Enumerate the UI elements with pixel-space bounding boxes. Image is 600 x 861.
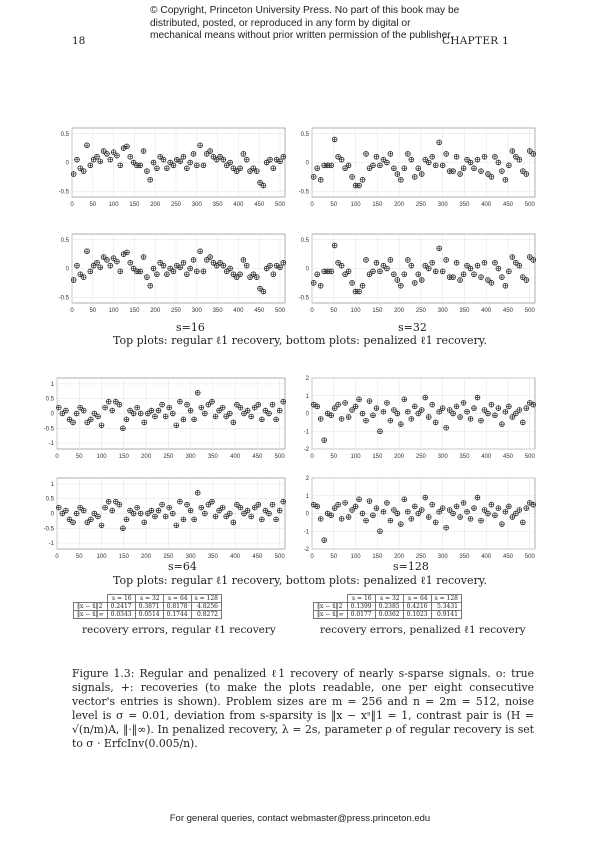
table-cell: 0.1023 bbox=[403, 611, 431, 619]
x-tick-label: 450 bbox=[502, 554, 514, 560]
y-tick-label: 0.5 bbox=[45, 496, 54, 503]
chapter-heading: CHAPTER 1 bbox=[442, 35, 510, 47]
table-header-cell: s = 128 bbox=[191, 595, 221, 603]
table-row bbox=[74, 611, 222, 619]
x-tick-label: 100 bbox=[350, 454, 361, 460]
y-tick-label: 2 bbox=[305, 376, 309, 382]
x-tick-label: 50 bbox=[89, 202, 97, 208]
label-s128: s=128 bbox=[393, 560, 429, 573]
x-tick-label: 500 bbox=[524, 554, 535, 560]
x-tick-label: 0 bbox=[55, 454, 59, 460]
y-tick-label: 1 bbox=[305, 493, 309, 500]
y-tick-label: 0 bbox=[305, 160, 309, 167]
x-tick-label: 300 bbox=[437, 308, 448, 314]
table-row bbox=[74, 603, 222, 611]
table-caption-regular: recovery errors, regular ℓ1 recovery bbox=[82, 624, 276, 636]
table-cell: 0.8178 bbox=[163, 603, 191, 611]
x-tick-label: 500 bbox=[275, 202, 286, 208]
label-s64: s=64 bbox=[168, 560, 197, 573]
x-tick-label: 50 bbox=[330, 554, 338, 560]
x-tick-label: 250 bbox=[163, 454, 174, 460]
x-tick-label: 200 bbox=[394, 454, 405, 460]
x-tick-label: 200 bbox=[394, 554, 405, 560]
x-tick-label: 400 bbox=[481, 454, 492, 460]
x-tick-label: 500 bbox=[275, 308, 286, 314]
x-tick-label: 200 bbox=[141, 554, 152, 560]
x-tick-label: 50 bbox=[330, 202, 338, 208]
x-tick-label: 150 bbox=[129, 308, 140, 314]
y-tick-label: 1 bbox=[50, 381, 54, 388]
table-header-cell: s = 32 bbox=[375, 595, 403, 603]
table-cell: 0.8272 bbox=[191, 611, 221, 619]
x-tick-label: 400 bbox=[481, 308, 492, 314]
x-tick-label: 350 bbox=[207, 454, 218, 460]
x-tick-label: 350 bbox=[212, 202, 223, 208]
x-tick-label: 300 bbox=[437, 454, 448, 460]
x-tick-label: 400 bbox=[233, 202, 244, 208]
x-tick-label: 500 bbox=[524, 308, 535, 314]
x-tick-label: 0 bbox=[70, 202, 74, 208]
table-header-cell: s = 64 bbox=[403, 595, 431, 603]
x-tick-label: 500 bbox=[524, 202, 535, 208]
x-tick-label: 100 bbox=[96, 554, 107, 560]
x-tick-label: 450 bbox=[252, 554, 263, 560]
x-tick-label: 100 bbox=[350, 308, 361, 314]
x-tick-label: 0 bbox=[310, 308, 314, 314]
x-tick-label: 150 bbox=[372, 554, 383, 560]
y-tick-label: -0.5 bbox=[58, 189, 69, 196]
x-tick-label: 100 bbox=[350, 202, 361, 208]
y-tick-label: 0 bbox=[305, 266, 309, 273]
x-tick-label: 500 bbox=[524, 454, 535, 460]
x-tick-label: 200 bbox=[150, 308, 161, 314]
table-cell: 0.2417 bbox=[107, 603, 135, 611]
x-tick-label: 100 bbox=[108, 202, 119, 208]
y-tick-label: -2 bbox=[303, 547, 309, 553]
x-tick-label: 250 bbox=[415, 454, 426, 460]
y-tick-label: -1 bbox=[48, 441, 54, 448]
x-tick-label: 350 bbox=[459, 554, 470, 560]
x-tick-label: 150 bbox=[372, 454, 383, 460]
x-tick-label: 150 bbox=[118, 454, 129, 460]
label-s32: s=32 bbox=[398, 321, 427, 334]
x-tick-label: 450 bbox=[502, 308, 514, 314]
table-header-row bbox=[74, 595, 222, 603]
y-tick-label: -1 bbox=[303, 429, 309, 436]
x-tick-label: 400 bbox=[230, 454, 241, 460]
x-tick-label: 400 bbox=[481, 554, 492, 560]
y-tick-label: -0.5 bbox=[43, 426, 54, 433]
plot-s128-regular bbox=[290, 372, 540, 469]
x-tick-label: 300 bbox=[191, 202, 202, 208]
row-label: ‖x − x̂‖∞ bbox=[314, 611, 348, 619]
plot-s128-penalized bbox=[290, 472, 540, 569]
y-tick-label: 0 bbox=[50, 411, 54, 418]
table-cell: 4.8256 bbox=[191, 603, 221, 611]
table-cell: 0.9141 bbox=[431, 611, 461, 619]
x-tick-label: 400 bbox=[481, 202, 492, 208]
y-tick-label: 0 bbox=[65, 266, 69, 273]
y-tick-label: 0.5 bbox=[60, 237, 69, 244]
row-label: ‖x − x̂‖2 bbox=[74, 603, 108, 611]
x-tick-label: 50 bbox=[75, 454, 83, 460]
table-cell: 0.0362 bbox=[375, 611, 403, 619]
table-caption-penalized: recovery errors, penalized ℓ1 recovery bbox=[320, 624, 526, 636]
x-tick-label: 0 bbox=[55, 554, 59, 560]
table-cell: 0.3871 bbox=[135, 603, 163, 611]
x-tick-label: 0 bbox=[310, 454, 314, 460]
row-label: ‖x − x̂‖∞ bbox=[74, 611, 108, 619]
x-tick-label: 300 bbox=[191, 308, 202, 314]
x-tick-label: 450 bbox=[502, 202, 514, 208]
figure-caption: Figure 1.3: Regular and penalized ℓ1 recovery of nearly s-sparse signals. o: true signals, +: recoveries (to make the plots readable, one per eight consecutive vector's entries is shown). Problem sizes are m = 256 and n = 2m = 512, noise level is σ = 0.01, deviation from s-sparsity is ‖x − xˢ‖1 = 1, contrast pair is (H = √(n/m)A, ‖·‖∞). In penalized recovery, λ = 2s, parameter ρ of regular recovery is set to σ · ErfcInv(0.005/n). bbox=[72, 667, 534, 750]
plot-s64-regular bbox=[35, 372, 290, 469]
x-tick-label: 300 bbox=[437, 554, 448, 560]
table-cell: 0.0177 bbox=[347, 611, 375, 619]
table-cell: 0.2385 bbox=[375, 603, 403, 611]
x-tick-label: 350 bbox=[207, 554, 218, 560]
y-tick-label: 0.5 bbox=[45, 396, 54, 403]
x-tick-label: 0 bbox=[310, 554, 314, 560]
y-tick-label: 0 bbox=[50, 511, 54, 518]
x-tick-label: 200 bbox=[141, 454, 152, 460]
table-row bbox=[314, 611, 462, 619]
y-tick-label: 2 bbox=[305, 476, 309, 482]
x-tick-label: 250 bbox=[163, 554, 174, 560]
y-tick-label: 0 bbox=[65, 160, 69, 167]
x-tick-label: 50 bbox=[75, 554, 83, 560]
table-cell: 0.0514 bbox=[135, 611, 163, 619]
x-tick-label: 50 bbox=[330, 454, 338, 460]
x-tick-label: 300 bbox=[185, 554, 196, 560]
x-tick-label: 150 bbox=[129, 202, 140, 208]
x-tick-label: 250 bbox=[415, 202, 426, 208]
x-tick-label: 500 bbox=[274, 454, 285, 460]
x-tick-label: 400 bbox=[230, 554, 241, 560]
x-tick-label: 400 bbox=[233, 308, 244, 314]
y-tick-label: 0.5 bbox=[60, 131, 69, 138]
x-tick-label: 450 bbox=[502, 454, 514, 460]
x-tick-label: 450 bbox=[252, 454, 263, 460]
x-tick-label: 500 bbox=[274, 554, 285, 560]
footer-contact: For general queries, contact webmaster@press.princeton.edu bbox=[169, 813, 431, 824]
x-tick-label: 350 bbox=[459, 308, 470, 314]
y-tick-label: 0 bbox=[305, 511, 309, 518]
x-tick-label: 100 bbox=[108, 308, 119, 314]
y-tick-label: 0 bbox=[305, 411, 309, 418]
table-cell: 0.1399 bbox=[347, 603, 375, 611]
x-tick-label: 200 bbox=[150, 202, 161, 208]
x-tick-label: 350 bbox=[459, 202, 470, 208]
x-tick-label: 250 bbox=[170, 202, 182, 208]
table-row bbox=[314, 603, 462, 611]
x-tick-label: 300 bbox=[437, 202, 448, 208]
x-tick-label: 150 bbox=[372, 308, 383, 314]
x-tick-label: 150 bbox=[118, 554, 129, 560]
plot-s16-penalized bbox=[50, 228, 290, 323]
x-tick-label: 250 bbox=[415, 308, 426, 314]
y-tick-label: 0.5 bbox=[300, 237, 309, 244]
x-tick-label: 50 bbox=[89, 308, 97, 314]
x-tick-label: 350 bbox=[212, 308, 223, 314]
plot-s32-penalized bbox=[290, 228, 540, 323]
plot-s16-regular bbox=[50, 122, 290, 217]
table-header-cell: s = 16 bbox=[107, 595, 135, 603]
table-header-cell: s = 32 bbox=[135, 595, 163, 603]
table-header-row bbox=[314, 595, 462, 603]
x-tick-label: 0 bbox=[70, 308, 74, 314]
table-cell: 0.0343 bbox=[107, 611, 135, 619]
table-header-cell: s = 128 bbox=[431, 595, 461, 603]
y-tick-label: -1 bbox=[303, 529, 309, 536]
y-tick-label: 1 bbox=[50, 481, 54, 488]
row-label: ‖x − x̂‖2 bbox=[314, 603, 348, 611]
x-tick-label: 50 bbox=[330, 308, 338, 314]
table-header-cell: s = 16 bbox=[347, 595, 375, 603]
y-tick-label: 0.5 bbox=[300, 131, 309, 138]
x-tick-label: 200 bbox=[394, 202, 405, 208]
subcaption-bottom: Top plots: regular ℓ1 recovery, bottom plots: penalized ℓ1 recovery. bbox=[113, 574, 487, 587]
x-tick-label: 0 bbox=[310, 202, 314, 208]
y-tick-label: 1 bbox=[305, 393, 309, 400]
x-tick-label: 250 bbox=[415, 554, 426, 560]
y-tick-label: -0.5 bbox=[43, 526, 54, 533]
x-tick-label: 100 bbox=[96, 454, 107, 460]
x-tick-label: 450 bbox=[254, 202, 265, 208]
table-cell: 0.1744 bbox=[163, 611, 191, 619]
y-tick-label: -0.5 bbox=[298, 295, 309, 302]
x-tick-label: 150 bbox=[372, 202, 383, 208]
table-header-cell: s = 64 bbox=[163, 595, 191, 603]
error-table-penalized bbox=[313, 594, 462, 619]
error-table-regular bbox=[73, 594, 222, 619]
table-cell: 5.3431 bbox=[431, 603, 461, 611]
table-cell: 0.4216 bbox=[403, 603, 431, 611]
label-s16: s=16 bbox=[176, 321, 205, 334]
x-tick-label: 350 bbox=[459, 454, 470, 460]
y-tick-label: -1 bbox=[48, 541, 54, 548]
y-tick-label: -0.5 bbox=[58, 295, 69, 302]
x-tick-label: 200 bbox=[394, 308, 405, 314]
table-corner bbox=[74, 595, 108, 603]
copyright-notice: © Copyright, Princeton University Press. No part of this book may be distributed, posted, or reproduced in any form by digital or mechanical means without prior written permission of the publisher. bbox=[150, 5, 460, 41]
y-tick-label: -0.5 bbox=[298, 189, 309, 196]
table-corner bbox=[314, 595, 348, 603]
x-tick-label: 250 bbox=[170, 308, 182, 314]
x-tick-label: 300 bbox=[185, 454, 196, 460]
x-tick-label: 450 bbox=[254, 308, 265, 314]
page-number: 18 bbox=[72, 35, 86, 47]
plot-s64-penalized bbox=[35, 472, 290, 569]
subcaption-top: Top plots: regular ℓ1 recovery, bottom plots: penalized ℓ1 recovery. bbox=[113, 334, 487, 347]
x-tick-label: 100 bbox=[350, 554, 361, 560]
y-tick-label: -2 bbox=[303, 447, 309, 453]
plot-s32-regular bbox=[290, 122, 540, 217]
